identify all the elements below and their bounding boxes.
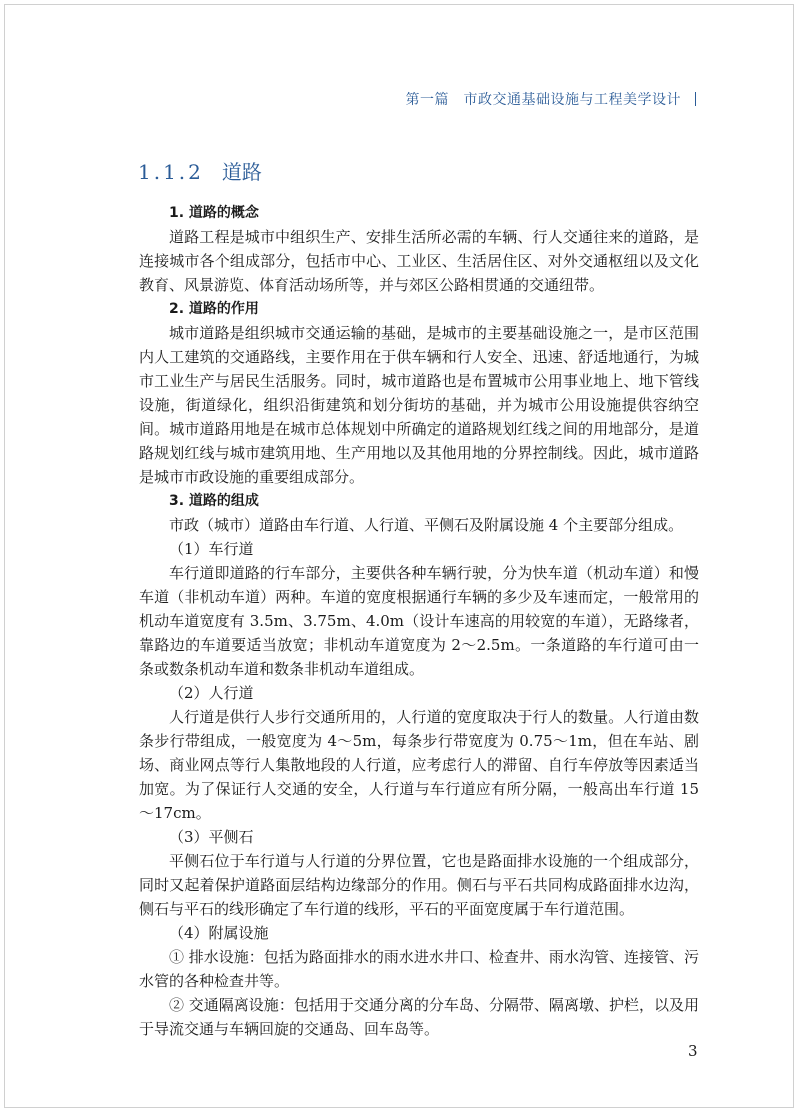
section-number: 1.1.2 bbox=[138, 160, 204, 184]
subsection-heading: 3. 道路的组成 bbox=[169, 493, 259, 509]
header-divider bbox=[695, 92, 696, 106]
body-text bbox=[139, 201, 699, 1041]
section-title: 道路 bbox=[221, 160, 262, 184]
paragraph: 车行道即道路的行车部分，主要供各种车辆行驶，分为快车道（机动车道）和慢车道（非机动车道）两种。车道的宽度根据通行车辆的多少及车速而定，一般常用的机动车道宽度有 3.5m、3.75m、4.0m（设计车速高的用较宽的车道），无路缘者，靠路边的车道要适当放宽；非机动车道宽度为 2～2.5m。一条道路的车行道可由一条或数条机动车道和数条非机动车道组成。 bbox=[139, 564, 699, 678]
item-heading: （2）人行道 bbox=[169, 684, 254, 702]
paragraph: 平侧石位于车行道与人行道的分界位置，它也是路面排水设施的一个组成部分，同时又起着保护道路面层结构边缘部分的作用。侧石与平石共同构成路面排水边沟，侧石与平石的线形确定了车行道的线形，平石的平面宽度属于车行道范围。 bbox=[139, 852, 699, 918]
item-heading: （3）平侧石 bbox=[169, 828, 254, 846]
paragraph: 城市道路是组织城市交通运输的基础，是城市的主要基础设施之一，是市区范围内人工建筑的交通路线，主要作用在于供车辆和行人安全、迅速、舒适地通行，为城市工业生产与居民生活服务。同时，城市道路也是布置城市公用事业地上、地下管线设施，街道绿化，组织沿街建筑和划分街坊的基础，并为城市公用设施提供容纳空间。城市道路用地是在城市总体规划中所确定的道路规划红线之间的用地部分，是道路规划红线与城市建筑用地、生产用地以及其他用地的分界控制线。因此，城市道路是城市市政设施的重要组成部分。 bbox=[139, 324, 699, 486]
paragraph: ① 排水设施：包括为路面排水的雨水进水井口、检查井、雨水沟管、连接管、污水管的各种检查井等。 bbox=[139, 948, 699, 990]
item-heading: （4）附属设施 bbox=[169, 924, 269, 942]
paragraph: 人行道是供行人步行交通所用的，人行道的宽度取决于行人的数量。人行道由数条步行带组成，一般宽度为 4～5m，每条步行带宽度为 0.75～1m，但在车站、剧场、商业网点等行人集散地段的人行道，应考虑行人的滞留、自行车停放等因素适当加宽。为了保证行人交通的安全，人行道与车行道应有所分隔，一般高出车行道 15～17cm。 bbox=[139, 708, 699, 822]
subsection-heading: 2. 道路的作用 bbox=[169, 301, 259, 317]
item-heading: （1）车行道 bbox=[169, 540, 254, 558]
subsection-heading: 1. 道路的概念 bbox=[169, 205, 259, 221]
page-number: 3 bbox=[688, 1042, 698, 1060]
paragraph: 道路工程是城市中组织生产、安排生活所必需的车辆、行人交通往来的道路，是连接城市各个组成部分，包括市中心、工业区、生活居住区、对外交通枢纽以及文化教育、风景游览、体育活动场所等，并与郊区公路相贯通的交通纽带。 bbox=[139, 228, 699, 294]
paragraph: 市政（城市）道路由车行道、人行道、平侧石及附属设施 4 个主要部分组成。 bbox=[169, 516, 684, 534]
running-header bbox=[406, 89, 697, 109]
paragraph: ② 交通隔离设施：包括用于交通分离的分车岛、分隔带、隔离墩、护栏，以及用于导流交通与车辆回旋的交通岛、回车岛等。 bbox=[139, 996, 699, 1038]
running-header-title: 第一篇 市政交通基础设施与工程美学设计 bbox=[405, 92, 681, 108]
section-heading bbox=[138, 156, 262, 185]
